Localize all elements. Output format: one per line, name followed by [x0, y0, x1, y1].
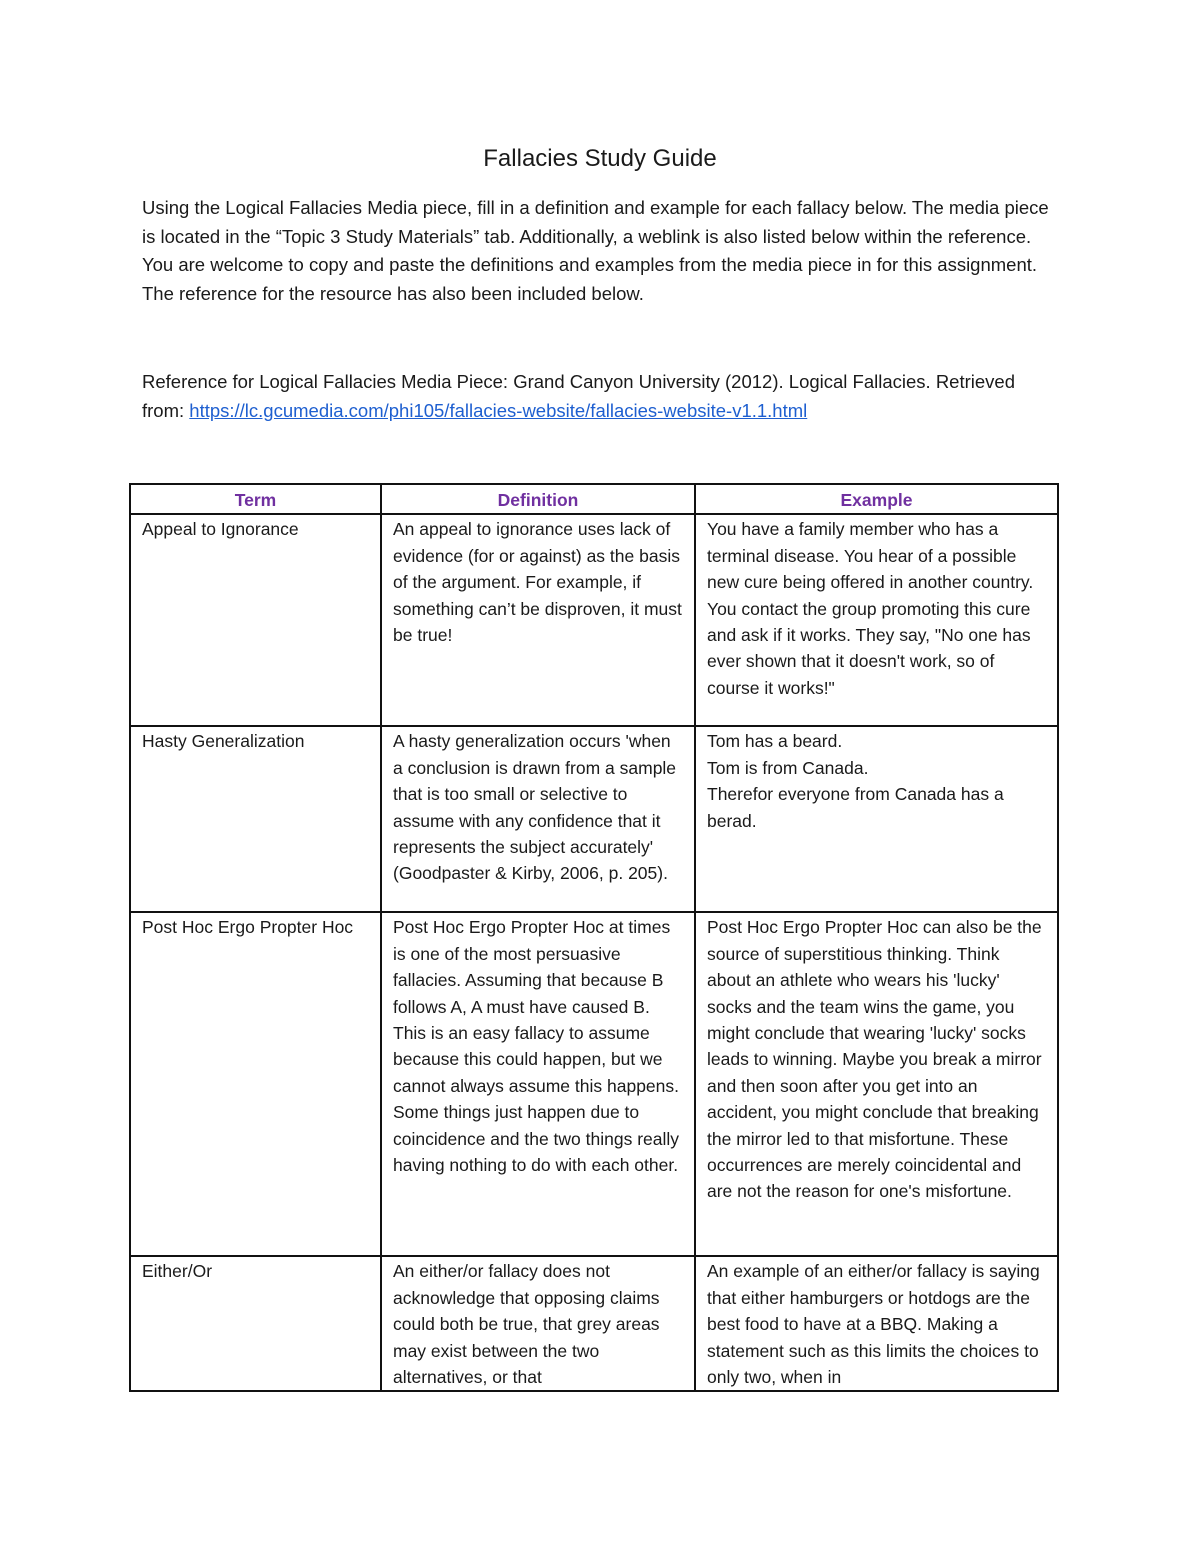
header-term: Term [130, 484, 381, 514]
term-cell: Appeal to Ignorance [130, 514, 381, 726]
header-definition: Definition [381, 484, 695, 514]
table-header-row [130, 484, 1058, 514]
header-example: Example [695, 484, 1058, 514]
example-line: Tom is from Canada. [707, 757, 869, 778]
definition-cell: Post Hoc Ergo Propter Hoc at times is one of the most persuasive fallacies. Assuming that because B follows A, A must have caused B. This is an easy fallacy to assume because this could happen, but we cannot always assume this happens. Some things just happen due to coincidence and the two things really having nothing to do with each other. [381, 912, 695, 1256]
definition-cell: A hasty generalization occurs 'when a conclusion is drawn from a sample that is too small or selective to assume with any confidence that it represents the subject accurately' (Goodpaster & Kirby, 2006, p. 205). [381, 726, 695, 912]
table-row [130, 1256, 1058, 1391]
example-line: Therefor everyone from Canada has a berad. [707, 784, 1004, 831]
table-row [130, 912, 1058, 1256]
reference-text: Reference for Logical Fallacies Media Piece: Grand Canyon University (2012). Logical Fallacies. Retrieved from: [142, 371, 1015, 421]
table-row [130, 726, 1058, 912]
instructions-paragraph: Using the Logical Fallacies Media piece, fill in a definition and example for each fallacy below. The media piece is located in the “Topic 3 Study Materials” tab. Additionally, a weblink is also listed below within the reference. You are welcome to copy and paste the definitions and examples from the media piece in for this assignment. The reference for the resource has also been included below. [142, 197, 1049, 304]
example-cell: An example of an either/or fallacy is saying that either hamburgers or hotdogs are the best food to have at a BBQ. Making a statement such as this limits the choices to only two, when in [695, 1256, 1058, 1391]
example-cell [695, 726, 1058, 912]
fallacies-table [129, 483, 1059, 1392]
term-cell: Post Hoc Ergo Propter Hoc [130, 912, 381, 1256]
definition-cell: An appeal to ignorance uses lack of evidence (for or against) as the basis of the argument. For example, if something can’t be disproven, it must be true! [381, 514, 695, 726]
example-line: Tom has a beard. [707, 731, 843, 752]
reference-paragraph [142, 368, 1062, 425]
page-title: Fallacies Study Guide [483, 145, 717, 172]
example-cell: You have a family member who has a terminal disease. You hear of a possible new cure being offered in another country. You contact the group promoting this cure and ask if it works. They say, "No one has ever shown that it doesn't work, so of course it works!" [695, 514, 1058, 726]
definition-cell: An either/or fallacy does not acknowledge that opposing claims could both be true, that grey areas may exist between the two alternatives, or that [381, 1256, 695, 1391]
term-cell: Hasty Generalization [130, 726, 381, 912]
reference-link[interactable]: https://lc.gcumedia.com/phi105/fallacies-website/fallacies-website-v1.1.html [189, 399, 808, 421]
term-cell: Either/Or [130, 1256, 381, 1391]
table-row [130, 514, 1058, 726]
example-cell: Post Hoc Ergo Propter Hoc can also be the source of superstitious thinking. Think about an athlete who wears his 'lucky' socks and the team wins the game, you might conclude that wearing 'lucky' socks leads to winning. Maybe you break a mirror and then soon after you get into an accident, you might conclude that breaking the mirror led to that misfortune. These occurrences are merely coincidental and are not the reason for one's misfortune. [695, 912, 1058, 1256]
